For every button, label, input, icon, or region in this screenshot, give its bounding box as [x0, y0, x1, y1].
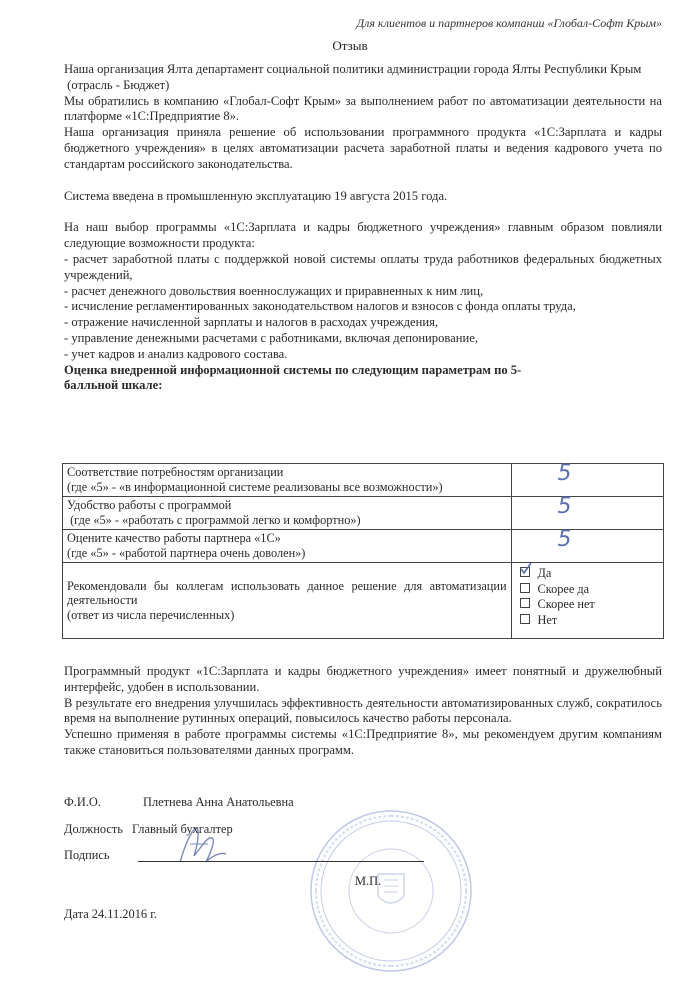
feature-item: - исчисление регламентированных законодательством налогов и взносов с фонда оплаты труда,: [64, 299, 576, 314]
option-rather-no[interactable]: [516, 597, 659, 613]
recommend-question: Рекомендовали бы коллегам использовать данное решение для автоматизации деятельности: [67, 578, 507, 608]
features-list: [64, 252, 662, 363]
criterion-cell: [63, 464, 512, 497]
evaluation-title: Оценка внедренной информационной системы по следующим параметрам по 5-балльной шкале:: [64, 362, 522, 393]
recommend-cell: [63, 563, 512, 639]
document-date: Дата 24.11.2016 г.: [64, 907, 157, 921]
table-row: [63, 464, 664, 497]
table-row: [63, 530, 664, 563]
recommend-note: (ответ из числа перечисленных): [67, 607, 235, 622]
industry-line: (отрасль - Бюджет): [64, 77, 170, 92]
checkbox[interactable]: [520, 614, 530, 624]
checkbox-checked[interactable]: [520, 567, 530, 577]
org-line: Наша организация Ялта департамент социальной политики администрации города Ялты Республики Крым: [64, 62, 642, 76]
criterion-cell: [63, 497, 512, 530]
checkbox[interactable]: [520, 598, 530, 608]
feature-item: - расчет денежного довольствия военнослужащих и приравненных к ним лиц,: [64, 283, 484, 298]
stamp-seal-icon: [306, 806, 476, 976]
criterion-title: Оцените качество работы партнера «1С»: [67, 531, 281, 545]
score-cell: [511, 527, 663, 563]
header-note: Для клиентов и партнеров компании «Глобал-Софт Крым»: [356, 16, 662, 30]
conclusion-paragraph: Успешно применяя в работе программы системы «1С:Предприятие 8», мы рекомендуем другим компаниям также становиться пользователями данных программ.: [64, 727, 662, 757]
features-intro: На наш выбор программы «1С:Зарплата и кадры бюджетного учреждения» главным образом повлияли следующие возможности продукта:: [64, 220, 662, 251]
document-title: Отзыв: [332, 38, 368, 53]
option-label: Да: [537, 566, 552, 580]
conclusion: [64, 664, 662, 759]
feature-item: - управление денежными расчетами с работниками, включая депонирование,: [64, 330, 478, 345]
feature-item: - отражение начисленной зарплаты и налогов в расходах учреждения,: [64, 315, 439, 330]
criterion-note: (где «5» - «работой партнера очень доволен»): [67, 545, 306, 560]
option-label: Скорее нет: [537, 597, 595, 611]
conclusion-paragraph: В результате его внедрения улучшилась эффективность деятельности автоматизированных служб, сократилось время на выполнение рутинных операций, повысилось качество работы персонала.: [64, 695, 662, 726]
option-rather-yes[interactable]: [516, 582, 659, 598]
signature-label: Подпись: [64, 848, 110, 862]
position-value: Главный бухгалтер: [132, 822, 233, 836]
option-label: Нет: [537, 612, 558, 627]
option-label: Скорее да: [537, 581, 590, 596]
score-value: 5: [557, 494, 572, 519]
option-yes[interactable]: [516, 566, 659, 582]
score-cell: [511, 494, 663, 530]
fio-label: Ф.И.О.: [64, 795, 101, 809]
request-paragraph: Мы обратились в компанию «Глобал-Софт Крым» за выполнением работ по автоматизации деятельности на платформе «1С:Предприятие 8».: [64, 93, 662, 124]
check-icon: [519, 562, 533, 576]
position-row: [64, 822, 233, 837]
stamp-label: М.П.: [355, 874, 382, 888]
table-row: [63, 563, 664, 639]
criterion-title: Удобство работы с программой: [67, 498, 232, 512]
recommend-options: [511, 563, 663, 639]
fio-row: [64, 795, 294, 810]
evaluation-table: [62, 463, 664, 639]
conclusion-paragraph: Программный продукт «1С:Зарплата и кадры бюджетного учреждения» имеет понятный и дружелюбный интерфейс, удобен в использовании.: [64, 664, 662, 694]
criterion-note: (где «5» - «в информационной системе реализованы все возможности»): [67, 479, 443, 494]
score-value: 5: [557, 527, 572, 552]
commissioning-line: Система введена в промышленную эксплуатацию 19 августа 2015 года.: [64, 188, 448, 203]
feature-item: - расчет заработной платы с поддержкой новой системы оплаты труда работников федеральных бюджетных учреждений,: [64, 251, 662, 282]
feature-item: - учет кадров и анализ кадрового состава.: [64, 346, 288, 361]
signature-line: [138, 861, 424, 862]
position-label: Должность: [64, 822, 123, 836]
document-body: [64, 62, 662, 394]
decision-paragraph: Наша организация приняла решение об использовании программного продукта «1С:Зарплата и кадры бюджетного учреждения» в целях автоматизации расчета заработной платы и ведения кадрового учета по стандартам российского законодательства.: [64, 125, 662, 171]
criterion-cell: [63, 530, 512, 563]
table-row: [63, 497, 664, 530]
score-cell: [511, 461, 663, 497]
score-value: 5: [557, 461, 572, 486]
criterion-note: (где «5» - «работать с программой легко и комфортно»): [67, 512, 361, 527]
option-no[interactable]: [516, 613, 659, 629]
criterion-title: Соответствие потребностям организации: [67, 465, 284, 479]
checkbox[interactable]: [520, 583, 530, 593]
fio-value: Плетнева Анна Анатольевна: [143, 795, 294, 809]
